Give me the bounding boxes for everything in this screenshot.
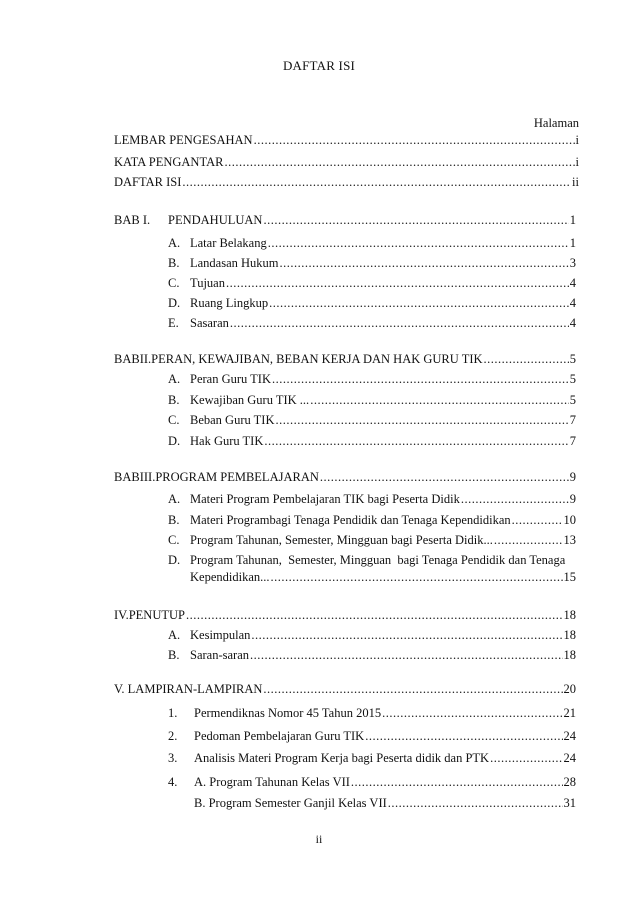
- item-marker: A.: [168, 492, 181, 506]
- toc-entry[interactable]: [190, 513, 576, 528]
- toc-page: 4: [569, 276, 576, 290]
- toc-entry-lembar-pengesahan[interactable]: [114, 133, 579, 148]
- leader-dots: [490, 751, 562, 766]
- toc-page: 7: [569, 413, 576, 427]
- leader-dots: [365, 729, 562, 744]
- item-marker: C.: [168, 413, 180, 427]
- toc-entry[interactable]: [190, 434, 576, 449]
- leader-dots: [275, 413, 568, 428]
- toc-page: 18: [563, 628, 576, 642]
- toc-label: Materi Program Pembelajaran TIK bagi Peserta Didik: [190, 492, 460, 506]
- toc-label: Kesimpulan: [190, 628, 251, 642]
- leader-dots: [263, 213, 568, 228]
- toc-page: 3: [569, 256, 576, 270]
- toc-entry[interactable]: [190, 533, 576, 548]
- leader-dots: [512, 513, 563, 528]
- toc-entry[interactable]: [190, 492, 576, 507]
- halaman-header: Halaman: [533, 116, 579, 130]
- item-marker: B.: [168, 648, 180, 662]
- leader-dots: [186, 608, 563, 623]
- toc-entry[interactable]: [190, 296, 576, 311]
- item-marker: 3.: [168, 751, 178, 765]
- toc-page: i: [575, 133, 579, 147]
- leader-dots: [351, 775, 563, 790]
- toc-entry[interactable]: [194, 729, 576, 744]
- toc-label: Ruang Lingkup: [190, 296, 269, 310]
- toc-label: DAFTAR ISI: [114, 175, 182, 189]
- toc-entry[interactable]: [190, 256, 576, 271]
- toc-label: Permendiknas Nomor 45 Tahun 2015: [194, 706, 382, 720]
- toc-label: BABIII.PROGRAM PEMBELAJARAN: [114, 470, 319, 484]
- toc-page: 5: [569, 352, 576, 366]
- toc-label: Peran Guru TIK: [190, 372, 271, 386]
- toc-page: 24: [563, 751, 576, 765]
- toc-page: 4: [569, 296, 576, 310]
- leader-dots: [494, 533, 563, 548]
- toc-page: 1: [569, 213, 576, 227]
- toc-entry-chapter-3[interactable]: [114, 470, 576, 485]
- toc-label: Pedoman Pembelajaran Guru TIK: [194, 729, 365, 743]
- toc-entry-chapter-2[interactable]: [114, 352, 576, 367]
- toc-page: 10: [563, 513, 576, 527]
- leader-dots: [310, 393, 569, 408]
- leader-dots: [230, 316, 569, 331]
- toc-label: Sasaran: [190, 316, 229, 330]
- toc-page: i: [575, 155, 579, 169]
- leader-dots: [263, 682, 562, 697]
- item-marker: 1.: [168, 706, 178, 720]
- toc-page: 9: [569, 470, 576, 484]
- leader-dots: [461, 492, 569, 507]
- leader-dots: [251, 628, 562, 643]
- item-marker: D.: [168, 434, 181, 448]
- toc-label: V. LAMPIRAN-LAMPIRAN: [114, 682, 263, 696]
- chapter-number: BAB I.: [114, 213, 151, 227]
- toc-entry[interactable]: [190, 570, 576, 585]
- item-marker: D.: [168, 553, 181, 567]
- toc-entry[interactable]: [194, 751, 576, 766]
- toc-entry[interactable]: [190, 372, 576, 387]
- item-marker: B.: [168, 393, 180, 407]
- toc-entry[interactable]: [190, 648, 576, 663]
- item-marker: 2.: [168, 729, 178, 743]
- toc-entry[interactable]: [190, 628, 576, 643]
- item-marker: 4.: [168, 775, 178, 789]
- toc-page: 4: [569, 316, 576, 330]
- item-marker: C.: [168, 533, 180, 547]
- toc-page: 31: [563, 796, 576, 810]
- page-number-footer: ii: [315, 832, 323, 846]
- toc-entry[interactable]: [190, 316, 576, 331]
- toc-label: BABII.PERAN, KEWAJIBAN, BEBAN KERJA DAN HAK GURU TIK: [114, 352, 483, 366]
- leader-dots: [250, 648, 563, 663]
- toc-label-line1: Program Tahunan, Semester, Mingguan bagi Tenaga Pendidik dan Tenaga: [190, 553, 566, 567]
- toc-entry-chapter-5[interactable]: [114, 682, 576, 697]
- toc-label: Latar Belakang: [190, 236, 267, 250]
- toc-label: Materi Programbagi Tenaga Pendidik dan Tenaga Kependidikan: [190, 513, 511, 527]
- toc-entry-chapter-4[interactable]: [114, 608, 576, 623]
- leader-dots: [484, 352, 569, 367]
- item-marker: B.: [168, 513, 180, 527]
- toc-page: ii: [572, 175, 579, 189]
- toc-page: 13: [563, 533, 576, 547]
- leader-dots: [320, 470, 569, 485]
- toc-entry-chapter-1[interactable]: [168, 213, 576, 228]
- toc-entry[interactable]: [194, 796, 576, 811]
- item-marker: B.: [168, 256, 180, 270]
- item-marker: E.: [168, 316, 179, 330]
- toc-page: 20: [563, 682, 576, 696]
- leader-dots: [272, 372, 569, 387]
- page-title: DAFTAR ISI: [282, 58, 356, 73]
- toc-label: PENDAHULUAN: [168, 213, 263, 227]
- toc-entry-kata-pengantar[interactable]: [114, 155, 579, 170]
- toc-label: Kewajiban Guru TIK ...: [190, 393, 310, 407]
- leader-dots: [271, 570, 563, 585]
- toc-label: Landasan Hukum: [190, 256, 279, 270]
- toc-entry[interactable]: [190, 393, 576, 408]
- toc-entry[interactable]: [194, 706, 576, 721]
- toc-entry[interactable]: [190, 413, 576, 428]
- toc-label: IV.PENUTUP: [114, 608, 185, 622]
- toc-label: LEMBAR PENGESAHAN: [114, 133, 253, 147]
- toc-label: Beban Guru TIK: [190, 413, 275, 427]
- leader-dots: [280, 256, 569, 271]
- toc-label: Kependidikan...: [190, 570, 270, 584]
- leader-dots: [182, 175, 571, 190]
- toc-page: 21: [563, 706, 576, 720]
- leader-dots: [224, 155, 574, 170]
- toc-page: 5: [569, 372, 576, 386]
- item-marker: C.: [168, 276, 180, 290]
- toc-entry[interactable]: [194, 775, 576, 790]
- toc-page: 7: [569, 434, 576, 448]
- item-marker: A.: [168, 372, 181, 386]
- toc-label: A. Program Tahunan Kelas VII: [194, 775, 350, 789]
- toc-page: 1: [569, 236, 576, 250]
- toc-label: Analisis Materi Program Kerja bagi Peserta didik dan PTK: [194, 751, 490, 765]
- leader-dots: [226, 276, 569, 291]
- toc-label: Program Tahunan, Semester, Mingguan bagi Peserta Didik...: [190, 533, 493, 547]
- leader-dots: [268, 236, 569, 251]
- item-marker: A.: [168, 236, 181, 250]
- leader-dots: [254, 133, 575, 148]
- toc-page: 18: [563, 648, 576, 662]
- toc-entry[interactable]: [190, 236, 576, 251]
- item-marker: A.: [168, 628, 181, 642]
- toc-label: KATA PENGANTAR: [114, 155, 224, 169]
- toc-entry[interactable]: [190, 276, 576, 291]
- toc-label: Hak Guru TIK: [190, 434, 264, 448]
- leader-dots: [388, 796, 563, 811]
- leader-dots: [382, 706, 562, 721]
- toc-entry-daftar-isi[interactable]: [114, 175, 579, 190]
- toc-page: 5: [569, 393, 576, 407]
- toc-label: B. Program Semester Ganjil Kelas VII: [194, 796, 387, 810]
- item-marker: D.: [168, 296, 181, 310]
- toc-page: 24: [563, 729, 576, 743]
- toc-page: 9: [569, 492, 576, 506]
- toc-page: 28: [563, 775, 576, 789]
- toc-label: Tujuan: [190, 276, 225, 290]
- leader-dots: [269, 296, 569, 311]
- toc-label: Saran-saran: [190, 648, 249, 662]
- toc-page: 18: [563, 608, 576, 622]
- toc-page: 15: [563, 570, 576, 584]
- leader-dots: [264, 434, 568, 449]
